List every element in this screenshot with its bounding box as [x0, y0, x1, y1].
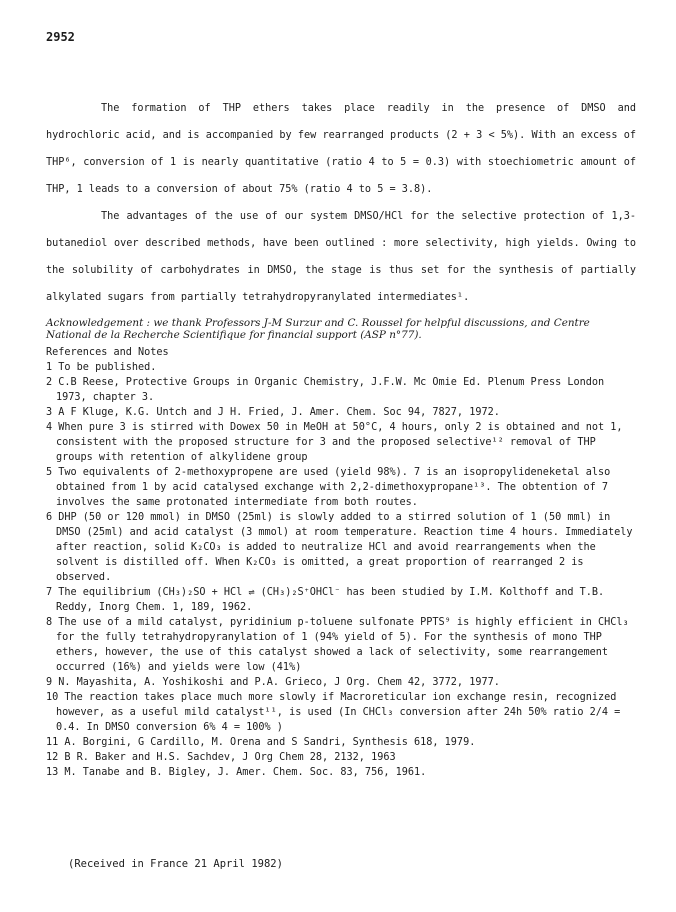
acknowledgement: Acknowledgement : we thank Professors J-M Surzur and C. Roussel for helpful discussions, and Centre National de la Recherche Scientifique for financial support (ASP n°77). — [46, 317, 590, 341]
reference-item: 9 N. Mayashita, A. Yoshikoshi and P.A. Grieco, J Org. Chem 42, 3772, 1977. — [46, 677, 500, 688]
reference-item: 13 M. Tanabe and B. Bigley, J. Amer. Chem. Soc. 83, 756, 1961. — [46, 767, 427, 778]
references-heading: References and Notes — [46, 347, 169, 358]
paragraph-advantages: The advantages of the use of our system DMSO/HCl for the selective protection of 1,3-butanediol over described methods, have been outlined : more selectivity, high yields. Owing to the solubility of carbohydrates in DMSO, the stage is thus set for the synthesis of partially alkylated sugars from partially tetrahydropyranylated intermediates¹. — [46, 211, 636, 303]
reference-item: 1 To be published. — [46, 362, 157, 373]
paragraph-thp-formation: The formation of THP ethers takes place readily in the presence of DMSO and hydrochloric acid, and is accompanied by few rearranged products (2 + 3 < 5%). With an excess of THP⁶, conversion of 1 is nearly quantitative (ratio 4 to 5 = 0.3) with stoechiometric amount of THP, 1 leads to a conversion of about 75% (ratio 4 to 5 = 3.8). — [46, 103, 636, 195]
reference-item: 7 The equilibrium (CH₃)₂SO + HCl ⇌ (CH₃)₂S⁺OHCl⁻ has been studied by I.M. Kolthoff and T.B. Reddy, Inorg Chem. 1, 189, 1962. — [46, 587, 605, 613]
references-list — [46, 360, 636, 780]
reference-item: 12 B R. Baker and H.S. Sachdev, J Org Chem 28, 2132, 1963 — [46, 752, 396, 763]
received-date: (Received in France 21 April 1982) — [68, 858, 283, 870]
reference-item: 6 DHP (50 or 120 mmol) in DMSO (25ml) is slowly added to a stirred solution of 1 (50 mml) in DMSO (25ml) and acid catalyst (3 mmol) at room temperature. Reaction time 4 hours. Immediately after reaction, solid K₂CO₃ is added to neutralize HCl and avoid rearrangements when the solvent is distilled off. When K₂CO₃ is omitted, a great proportion of rearranged 2 is observed. — [46, 512, 633, 583]
reference-item: 4 When pure 3 is stirred with Dowex 50 in MeOH at 50°C, 4 hours, only 2 is obtained and not 1, consistent with the proposed structure for 3 and the proposed selective¹² removal of THP groups with retention of alkylidene group — [46, 422, 623, 463]
reference-item: 5 Two equivalents of 2-methoxypropene are used (yield 98%). 7 is an isopropylideneketal also obtained from 1 by acid catalysed exchange with 2,2-dimethoxypropane¹³. The obtention of 7 involves the same protonated intermediate from both routes. — [46, 467, 611, 508]
reference-item: 11 A. Borgini, G Cardillo, M. Orena and S Sandri, Synthesis 618, 1979. — [46, 737, 476, 748]
article-body — [46, 95, 636, 780]
reference-item: 10 The reaction takes place much more slowly if Macroreticular ion exchange resin, recognized however, as a useful mild catalyst¹¹, is used (In CHCl₃ conversion after 24h 50% ratio 2/4 = 0.4. In DMSO conversion 6% 4 = 100% ) — [46, 692, 621, 733]
page-number: 2952 — [46, 30, 75, 44]
reference-item: 8 The use of a mild catalyst, pyridinium p-toluene sulfonate PPTS⁹ is highly efficient in CHCl₃ for the fully tetrahydropyranylation of 1 (94% yield of 5). For the synthesis of mono THP ethers, however, the use of this catalyst showed a lack of selectivity, some rearrangement occurred (16%) and yields were low (41%) — [46, 617, 629, 673]
reference-item: 2 C.B Reese, Protective Groups in Organic Chemistry, J.F.W. Mc Omie Ed. Plenum Press London 1973, chapter 3. — [46, 377, 605, 403]
reference-item: 3 A F Kluge, K.G. Untch and J H. Fried, J. Amer. Chem. Soc 94, 7827, 1972. — [46, 407, 500, 418]
